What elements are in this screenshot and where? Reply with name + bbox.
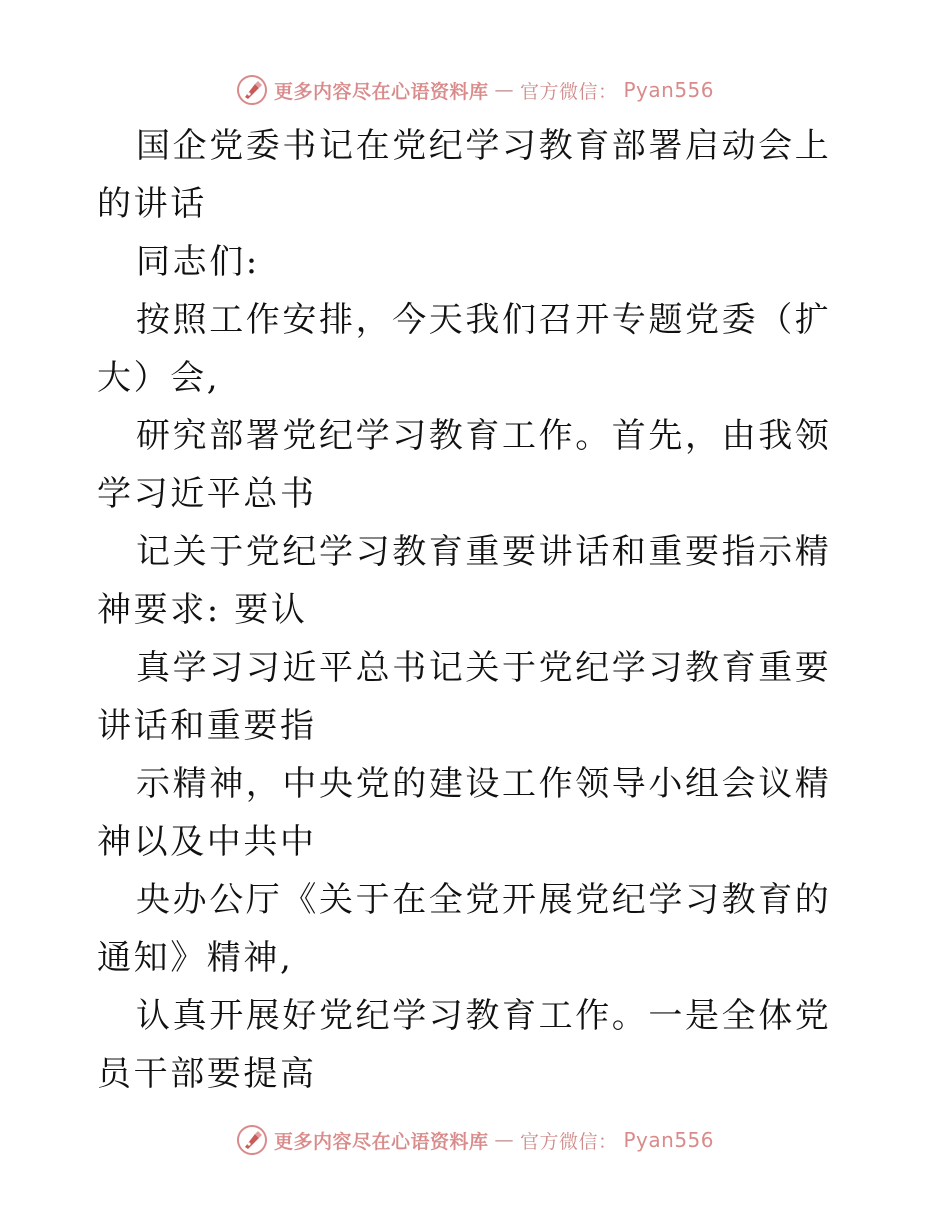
paragraph-line: 按照工作安排，今天我们召开专题党委（扩大）会, <box>97 300 832 398</box>
watermark-wechat-label: 官方微信： <box>519 80 618 103</box>
title-line: 国企党委书记在党纪学习教育部署启动会上的讲话 <box>97 126 832 224</box>
footer-watermark <box>0 1120 950 1160</box>
watermark-brand: 更多内容尽在心语资料库 <box>273 80 489 103</box>
watermark-wechat-id: Pyan556 <box>623 1128 715 1152</box>
watermark-wechat-label: 官方微信： <box>519 1130 618 1153</box>
paragraph-line: 真学习习近平总书记关于党纪学习教育重要讲话和重要指 <box>97 648 832 746</box>
watermark-dash: — <box>494 1129 514 1151</box>
document-body <box>97 117 857 1103</box>
paragraph-line: 示精神，中央党的建设工作领导小组会议精神以及中共中 <box>97 764 832 862</box>
watermark-wechat-id: Pyan556 <box>623 78 715 102</box>
paragraph-line: 研究部署党纪学习教育工作。首先，由我领学习近平总书 <box>97 416 832 514</box>
watermark-dash: — <box>494 79 514 101</box>
salutation: 同志们: <box>136 242 260 282</box>
paragraph-line: 央办公厅《关于在全党开展党纪学习教育的通知》精神, <box>97 880 832 978</box>
watermark-brand: 更多内容尽在心语资料库 <box>273 1130 489 1153</box>
pen-nib-logo-icon <box>236 74 268 106</box>
pen-nib-logo-icon <box>236 1124 268 1156</box>
header-watermark <box>0 70 950 110</box>
paragraph-line: 记关于党纪学习教育重要讲话和重要指示精神要求: 要认 <box>97 532 832 630</box>
paragraph-line: 认真开展好党纪学习教育工作。一是全体党员干部要提高 <box>97 996 832 1094</box>
